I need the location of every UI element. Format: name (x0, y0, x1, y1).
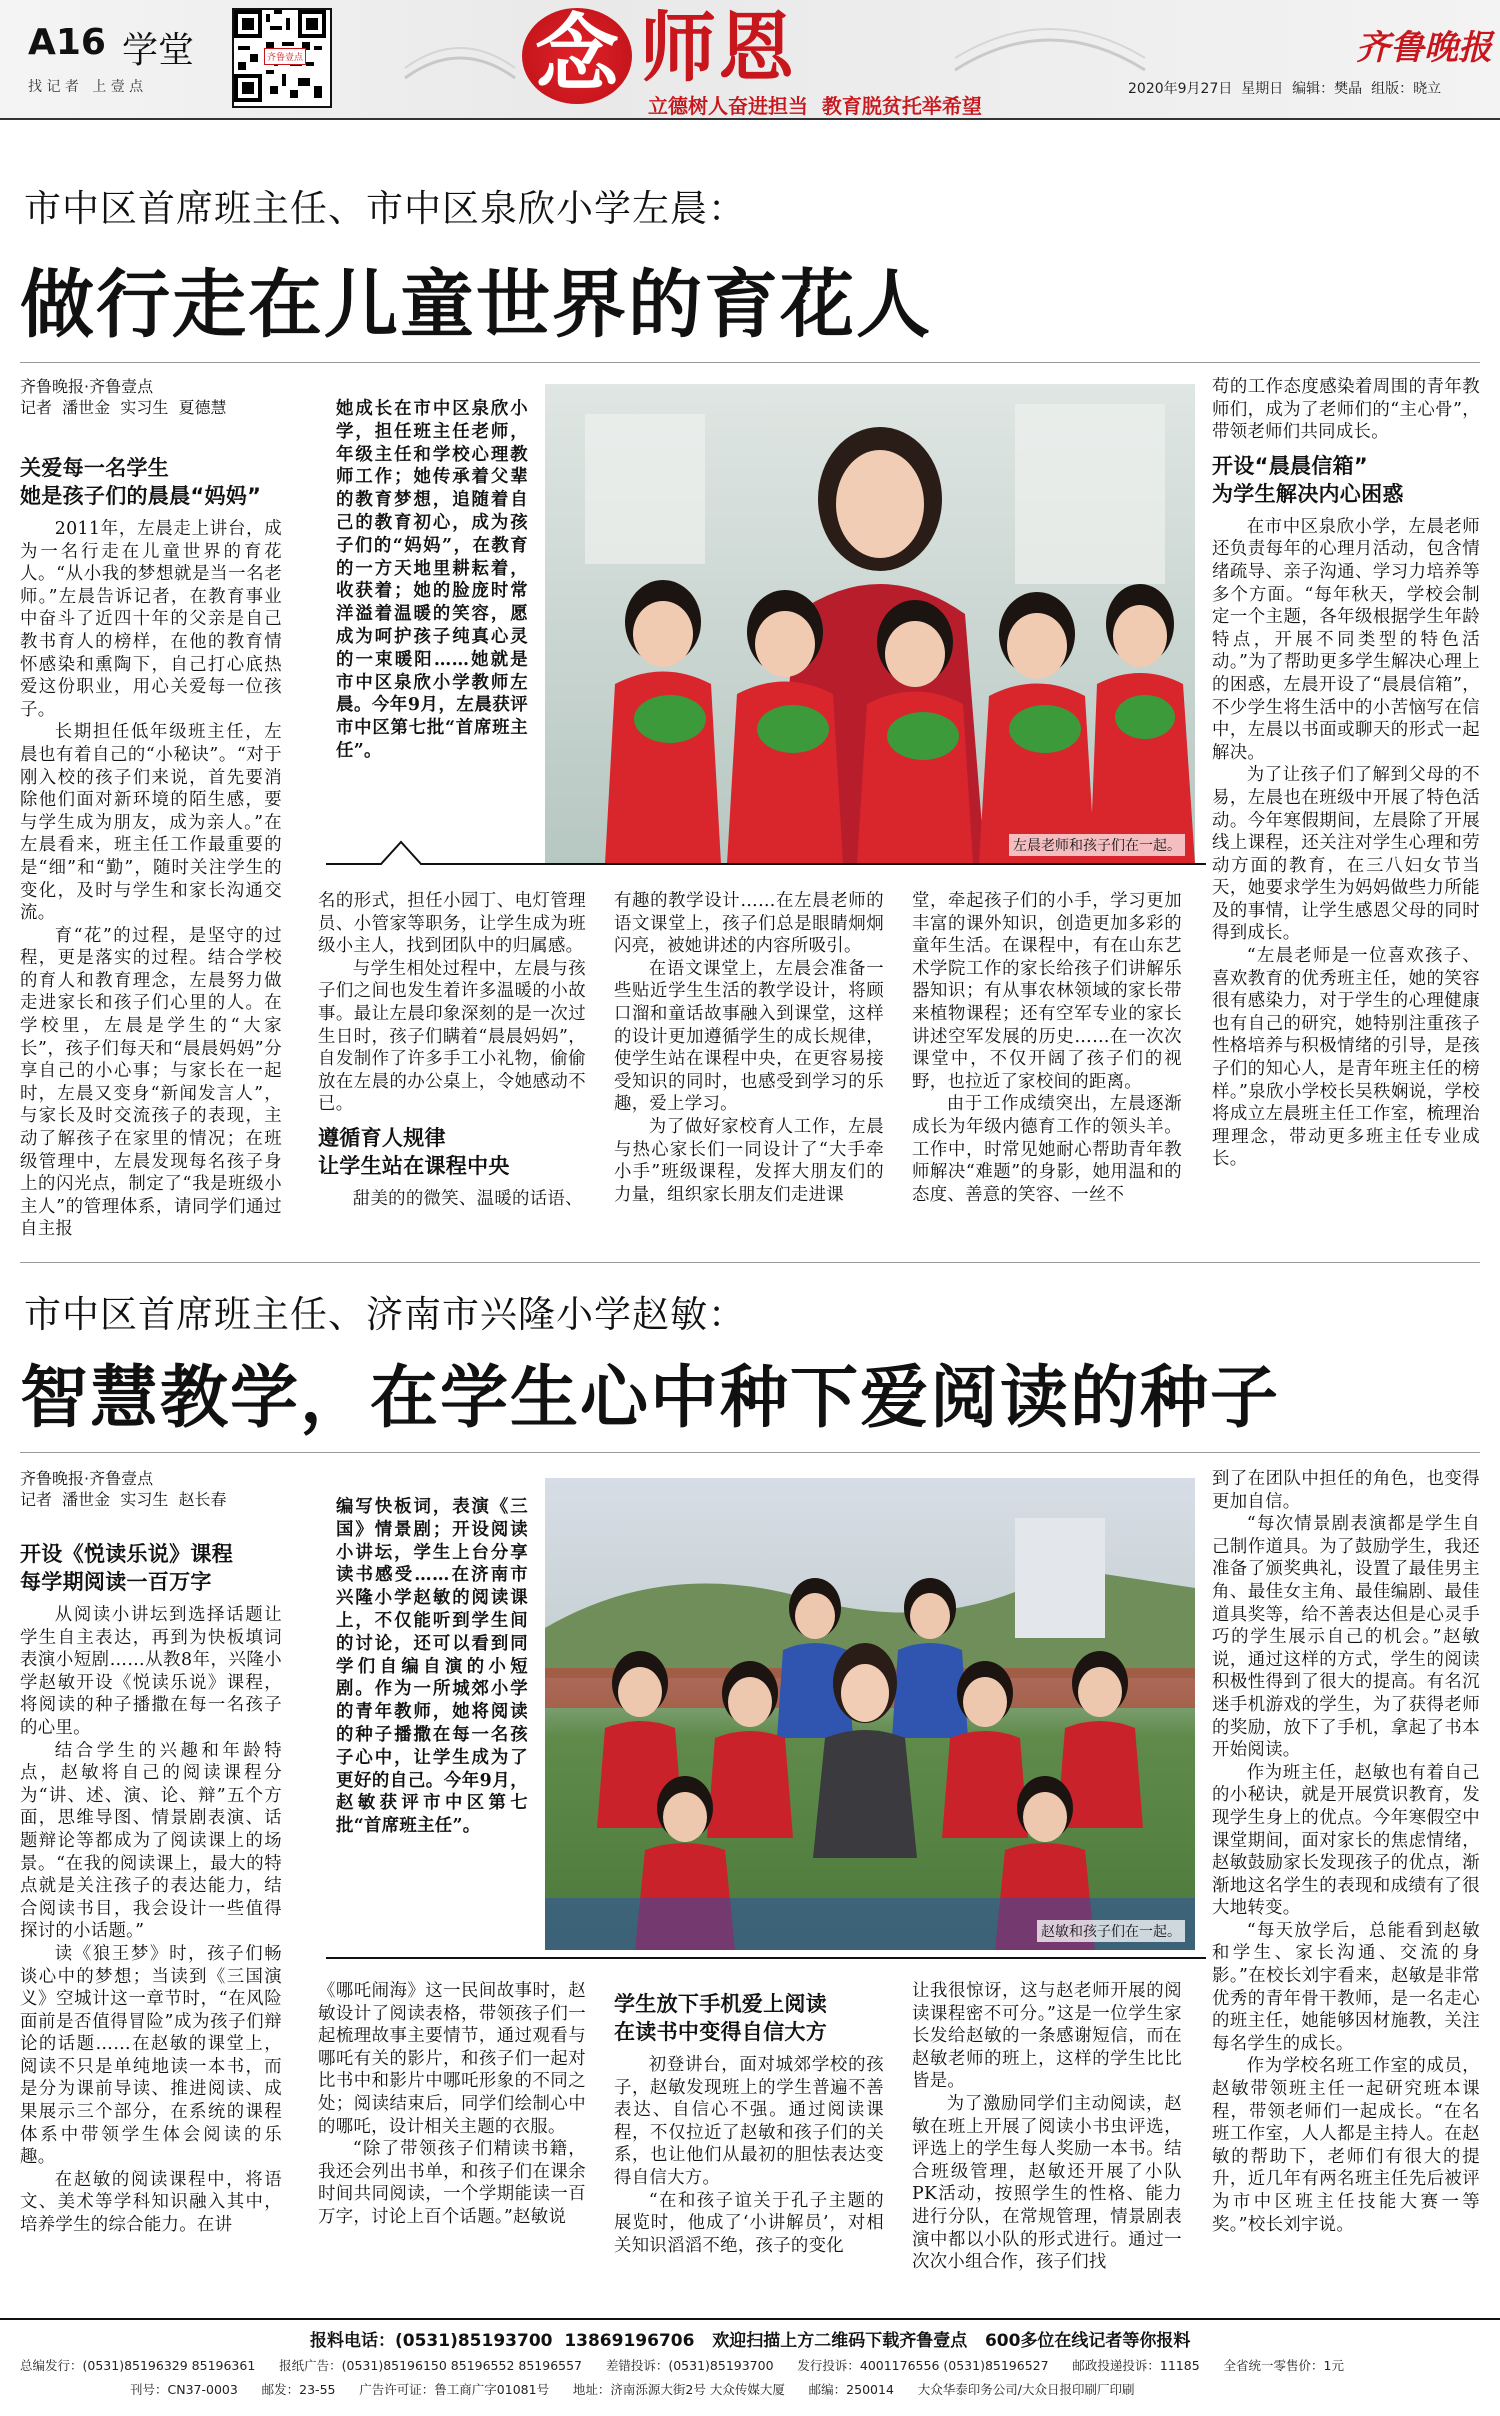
paragraph: 作为班主任，赵敏也有着自己的小秘诀，就是开展赏识教育，发现学生身上的优点。今年寒假空中课堂期间，面对家长的焦虑情绪，赵敏鼓励家长发现孩子的优点，渐渐地这名学生的表现和成绩有了很大地转变。 (1212, 1762, 1480, 1919)
paragraph: 为了做好家校育人工作，左晨与热心家长们一同设计了“大手牵小手”班级课程，发挥大朋友们的力量，组织家长朋友们走进课 (614, 1116, 884, 1205)
paragraph: “每次情景剧表演都是学生自己制作道具。为了鼓励学生，我还准备了颁奖典礼，设置了最佳男主角、最佳女主角、最佳编剧、最佳道具奖等，给不善表达但是心灵手巧的学生展示自己的机会。”赵敏说，通过这样的方式，学生的阅读积极性得到了很大的提高。有名沉迷手机游戏的学生，为了获得老师的奖励，放下了手机，拿起了书本开始阅读。 (1212, 1514, 1480, 1761)
masthead-title: 师恩 (640, 3, 796, 92)
editor-text: 编辑：樊晶 (1292, 81, 1363, 97)
article2-photo (545, 1478, 1195, 1950)
article2-caption: 赵敏和孩子们在一起。 (1037, 1920, 1185, 1942)
paragraph: 甜美的的微笑、温暖的话语、 (352, 1188, 583, 1209)
byline-org: 齐鲁晚报·齐鲁壹点 (20, 1469, 154, 1488)
paragraph: 在赵敏的阅读课程中，将语文、美术等学科知识融入其中，培养学生的综合能力。在讲 (20, 2169, 282, 2236)
article2-kicker: 市中区首席班主任、济南市兴隆小学赵敏： (24, 1293, 746, 1336)
paragraph: 有趣的教学设计……在左晨老师的语文课堂上，孩子们总是眼睛炯炯闪亮，被她讲述的内容所吸引。 (614, 891, 884, 957)
masthead-slogan: 找 记 者 上 壹 点 (28, 79, 144, 95)
footer-hotline: 报料电话：(0531)85193700 13869196706 欢迎扫描上方二维码下载齐鲁壹点 600多位在线记者等你报料 (310, 2331, 1191, 2351)
masthead-subtitle: 立德树人奋进担当 教育脱贫托举希望 (648, 94, 982, 118)
paragraph: 作为学校名班工作室的成员，赵敏带领班主任一起研究班本课程，带领老师们一起成长。“在名班工作室，人人都是主持人。在赵敏的帮助下，老师们有很大的提升，近几年有两名班主任先后被评为市中区班主任技能大赛一等奖。”校长刘宇说。 (1212, 2056, 1480, 2235)
article2-subhead-1: 开设《悦读乐说》课程 每学期阅读一百万字 (20, 1542, 233, 1594)
paragraph: 名的形式，担任小园丁、电灯管理员、小管家等职务，让学生成为班级小主人，找到团队中的归属感。 (318, 891, 586, 957)
article1-caption: 左晨老师和孩子们在一起。 (1009, 834, 1185, 856)
paragraph: 与学生相处过程中，左晨与孩子们之间也发生着许多温暖的小故事。最让左晨印象深刻的是一次过生日时，孩子们瞒着“晨晨妈妈”，自发制作了许多手工小礼物，偷偷放在左晨的办公桌上，令她感动不已。 (318, 958, 586, 1115)
article2-column-3 (614, 1990, 884, 2257)
book-decoration (400, 18, 520, 88)
issue-date (1128, 78, 1441, 98)
article2-subhead-2: 学生放下手机爱上阅读 在读书中变得自信大方 (614, 1992, 827, 2044)
paragraph: 育“花”的过程，是坚守的过程，更是落实的过程。结合学校的育人和教育理念，左晨努力做走进家长和孩子们心里的人。在学校里，左晨是学生的“大家长”，孩子们每天和“晨晨妈妈”分享自己的小心事；与家长在一起时，左晨又变身“新闻发言人”，与家长及时交流孩子的表现，主动了解孩子在家里的情况；在班级管理中，左晨发现每名孩子身上的闪光点，制定了“我是班级小主人”的管理体系，请同学们通过自主报 (20, 925, 282, 1240)
paragraph: “左晨老师是一位喜欢孩子、喜欢教育的优秀班主任，她的笑容很有感染力，对于学生的心理健康也有自己的研究，她特别注重孩子性格培养与积极情绪的引导，是孩子们的知心人，是青年班主任的榜样。”泉欣小学校长吴秩娴说，学校将成立左晨班主任工作室，梳理治理理念，带动更多班主任专业成长。 (1212, 946, 1480, 1170)
paragraph: “在和孩子谊关于孔子主题的展览时，他成了‘小讲解员’，对相关知识滔滔不绝，孩子的变化 (614, 2190, 884, 2256)
paragraph: 2011年，左晨走上讲台，成为一名行走在儿童世界的育花人。“从小我的梦想就是当一名老师。”左晨告诉记者，在教育事业中奋斗了近四十年的父亲是自己教书育人的榜样，在他的教育情怀感染和熏陶下，自己打心底热爱这份职业，用心关爱每一位孩子。 (20, 519, 282, 720)
paragraph: 读《狼王梦》时，孩子们畅谈心中的梦想；当读到《三国演义》空城计这一章节时，“在风险面前是否值得冒险”成为孩子们辩论的话题……在赵敏的课堂上，阅读不只是单纯地读一本书，而是分为课前导读、推进阅读、成果展示三个部分，在系统的课程体系中带领学生体会阅读的乐趣。 (20, 1943, 282, 2168)
footer-publication-info: 刊号：CN37-0003 邮发：23-55 广告许可证：鲁工商广字01081号 地址：济南泺源大街2号 大众传媒大厦 邮编：250014 大众华泰印务公司/大众日报印刷厂印刷 (130, 2382, 1135, 2397)
paragraph: 堂，牵起孩子们的小手，学习更加丰富的课外知识，创造更加多彩的童年生活。在课程中，有在山东艺术学院工作的家长给孩子们讲解乐器知识；有从事农林领域的家长带来植物课程；还有空军专业的家长讲述空军发展的历史……在一次次课堂中，不仅开阔了孩子们的视野，也拉近了家校间的距离。 (912, 891, 1182, 1092)
byline-reporters: 记者 潘世金 实习生 赵长春 (20, 1490, 227, 1509)
byline-org: 齐鲁晚报·齐鲁壹点 (20, 377, 154, 396)
brand-logo: 齐鲁晚报 (1356, 28, 1492, 68)
date-text: 2020年9月27日 (1128, 81, 1233, 97)
article1-photo (545, 384, 1195, 864)
article1-column-3 (614, 890, 884, 1206)
footer-contacts: 总编发行：(0531)85196329 85196361 报纸广告：(0531)85196150 85196552 85196557 差错投诉：(0531)85193700 发行投诉：4001176556 (0531)85196527 邮政投递投诉：11185 全省统一零售价：1元 (20, 2358, 1344, 2373)
article1-column-1 (20, 446, 282, 1241)
article-separator (20, 1262, 1480, 1263)
article2-pull-quote: 编写快板词，表演《三国》情景剧；开设阅读小讲坛，学生上台分享读书感受……在济南市兴隆小学赵敏的阅读课上，不仅能听到学生间的讨论，还可以看到同学们自编自演的小短剧。作为一所城郊小学的青年教师，她将阅读的种子播撒在每一名孩子心中，让学生成为了更好的自己。今年9月，赵敏获评市中区第七批“首席班主任”。 (336, 1497, 528, 1837)
article1-subhead-2: 遵循育人规律 让学生站在课程中央 (318, 1125, 510, 1178)
article1-rule (20, 362, 1480, 363)
page-number: A16 (28, 22, 106, 63)
article2-column-2 (318, 1980, 586, 2229)
paragraph: 初登讲台，面对城郊学校的孩子，赵敏发现班上的学生普遍不善表达、自信心不强。通过阅读课程，不仅拉近了赵敏和孩子们的关系，也让他们从最初的胆怯表达变得自信大方。 (614, 2055, 884, 2188)
article2-column-4 (912, 1980, 1182, 2274)
designer-text: 组版：晓立 (1371, 81, 1442, 97)
paragraph: 为了让孩子们了解到父母的不易，左晨也在班级中开展了特色活动。今年寒假期间，左晨除了开展线上课程，还关注对学生心理和劳动方面的教育，在三八妇女节当天，她要求学生为妈妈做些力所能及的事情，让学生感恩父母的同时得到成长。 (1212, 765, 1480, 944)
paragraph: “每天放学后，总能看到赵敏和学生、家长沟通、交流的身影。”在校长刘宇看来，赵敏是非常优秀的青年骨干教师，是一名走心的班主任，她能够因材施教，关注每名学生的成长。 (1212, 1920, 1480, 2054)
article1-subhead-3: 开设“晨晨信箱” 为学生解决内心困惑 (1212, 453, 1404, 506)
article2-headline: 智慧教学，在学生心中种下爱阅读的种子 (20, 1359, 1281, 1438)
article2-byline (20, 1468, 320, 1510)
article1-column-5 (1212, 376, 1480, 1171)
teacher-children-photo (545, 384, 1195, 864)
article1-kicker: 市中区首席班主任、市中区泉欣小学左晨： (24, 187, 746, 230)
paragraph: 长期担任低年级班主任，左晨也有着自己的“小秘诀”。“对于刚入校的孩子们来说，首先要消除他们面对新环境的陌生感，要与学生成为朋友，成为亲人。”在左晨看来，班主任工作最重要的是“细”和“勤”，随时关注学生的变化，及时与学生和家长沟通交流。 (20, 722, 282, 924)
byline-reporters: 记者 潘世金 实习生 夏德慧 (20, 398, 227, 417)
paragraph: 在市中区泉欣小学，左晨老师还负责每年的心理月活动，包含情绪疏导、亲子沟通、学习力培养等多个方面。“每年秋天，学校会制定一个主题，各年级根据学生年龄特点，开展不同类型的特色活动。”为了帮助更多学生解决心理上的困惑，左晨开设了“晨晨信箱”，不少学生将生活中的小苦恼写在信中，左晨以书面或聊天的形式一起解决。 (1212, 516, 1480, 763)
paragraph: 《哪吒闹海》这一民间故事时，赵敏设计了阅读表格，带领孩子们一起梳理故事主要情节，通过观看与哪吒有关的影片，和孩子们一起对比书中和影片中哪吒形象的不同之处；阅读结束后，同学们绘制心中的哪吒，设计相关主题的衣服。 (318, 1981, 586, 2137)
article2-column-1 (20, 1532, 282, 2237)
paragraph: 在语文课堂上，左晨会准备一些贴近学生生活的教学设计，将顾口溜和童话故事融入到课堂，这样的设计更加遵循学生的成长规律，使学生站在课程中央，在更容易接受知识的同时，也感受到学习的乐趣，爱上学习。 (614, 958, 884, 1115)
qr-code-icon (232, 8, 332, 108)
article2-rule (20, 1452, 1480, 1453)
masthead-title-char: 念 (534, 4, 619, 103)
article1-column-2 (318, 890, 586, 1211)
paragraph: “除了带领孩子们精读书籍，我还会列出书单，和孩子们在课余时间共同阅读，一个学期能读一百万字，讨论上百个话题。”赵敏说 (318, 2139, 586, 2227)
teacher-students-photo (545, 1478, 1195, 1950)
pull-quote-bracket (326, 1924, 1206, 1964)
article1-column-4 (912, 890, 1182, 1206)
qr-label: 齐鲁壹点 (264, 48, 306, 65)
paragraph: 苟的工作态度感染着周围的青年教师们，成为了老师们的“主心骨”，带领老师们共同成长。 (1212, 377, 1480, 443)
paragraph: 到了在团队中担任的角色，也变得更加自信。 (1212, 1469, 1480, 1512)
article1-subhead-1: 关爱每一名学生 她是孩子们的晨晨“妈妈” (20, 456, 262, 508)
paragraph: 让我很惊讶，这与赵老师开展的阅读课程密不可分。”这是一位学生家长发给赵敏的一条感谢短信，而在赵敏老师的班上，这样的学生比比皆是。 (912, 1981, 1182, 2092)
book-decoration-right (950, 10, 1150, 80)
article1-byline (20, 376, 320, 418)
paragraph: 由于工作成绩突出，左晨逐渐成长为年级内德育工作的领头羊。工作中，时常见她耐心帮助青年教师解决“难题”的身影，她用温和的态度、善意的笑容、一丝不 (912, 1094, 1182, 1205)
pull-quote-bracket (326, 830, 1206, 870)
paragraph: 从阅读小讲坛到选择话题让学生自主表达，再到为快板填词表演小短剧……从教8年，兴隆小学赵敏开设《悦读乐说》课程，将阅读的种子播撒在每一名孩子的心里。 (20, 1605, 282, 1738)
article1-headline: 做行走在儿童世界的育花人 (20, 262, 932, 348)
paragraph: 结合学生的兴趣和年龄特点，赵敏将自己的阅读课程分为“讲、述、演、论、辩”五个方面，思维导图、情景剧表演、话题辩论等都成为了阅读课上的场景。“在我的阅读课上，最大的特点就是关注孩子的表达能力，结合阅读书目，我会设计一些值得探讨的小话题。” (20, 1740, 282, 1942)
paragraph: 为了激励同学们主动阅读，赵敏在班上开展了阅读小书虫评选，评选上的学生每人奖励一本书。结合班级管理，赵敏还开展了小队PK活动，按照学生的性格、能力进行分队，在常规管理，情景剧表演中都以小队的形式进行。通过一次次小组合作，孩子们找 (912, 2093, 1182, 2273)
masthead (0, 0, 1500, 120)
article1-pull-quote: 她成长在市中区泉欣小学，担任班主任老师，年级主任和学校心理教师工作；她传承着父辈的教育梦想，追随着自己的教育初心，成为孩子们的“妈妈”，在教育的一方天地里耕耘着，收获着；她的脸庞时常洋溢着温暖的笑容，愿成为呵护孩子纯真心灵的一束暖阳……她就是市中区泉欣小学教师左晨。今年9月，左晨获评市中区第七批“首席班主任”。 (336, 399, 528, 761)
article2-column-5 (1212, 1468, 1480, 2236)
footer (0, 2318, 1500, 2416)
weekday-text: 星期日 (1241, 81, 1284, 97)
section-name: 学堂 (122, 30, 195, 71)
